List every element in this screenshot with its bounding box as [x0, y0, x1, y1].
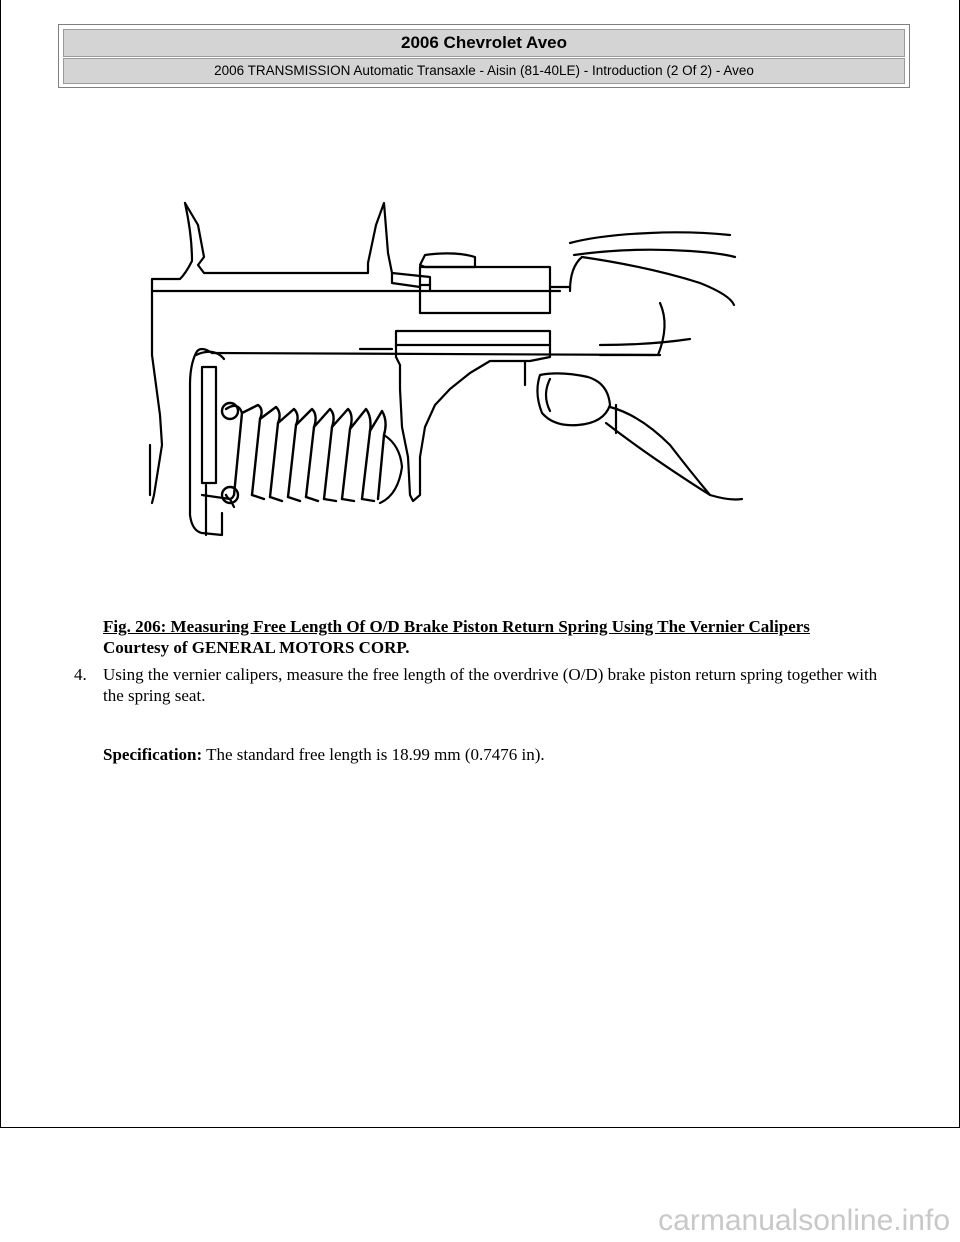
figure-caption-block: [103, 616, 903, 658]
figure-caption: Fig. 206: Measuring Free Length Of O/D Brake Piston Return Spring Using The Vernier Calipers: [103, 617, 810, 636]
slider-knob: [420, 253, 475, 267]
watermark: carmanualsonline.info: [658, 1204, 950, 1237]
header-subtitle: 2006 TRANSMISSION Automatic Transaxle - Aisin (81-40LE) - Introduction (2 Of 2) - Aveo: [63, 58, 905, 84]
step-number: 4.: [74, 665, 87, 684]
header-title: 2006 Chevrolet Aveo: [63, 29, 905, 57]
figure-credit: Courtesy of GENERAL MOTORS CORP.: [103, 638, 410, 657]
caliper-illustration: [130, 195, 750, 545]
spring-seat: [202, 367, 216, 483]
hand-drawing: [537, 232, 742, 499]
step-text: Using the vernier calipers, measure the free length of the overdrive (O/D) brake piston return spring together with the spring seat.: [103, 665, 878, 705]
sliding-jaw: [396, 331, 550, 501]
return-spring: [222, 403, 386, 503]
document-header: [58, 24, 910, 88]
specification: [103, 744, 883, 765]
specification-label: Specification:: [103, 745, 203, 764]
specification-text: The standard free length is 18.99 mm (0.7476 in).: [206, 745, 545, 764]
